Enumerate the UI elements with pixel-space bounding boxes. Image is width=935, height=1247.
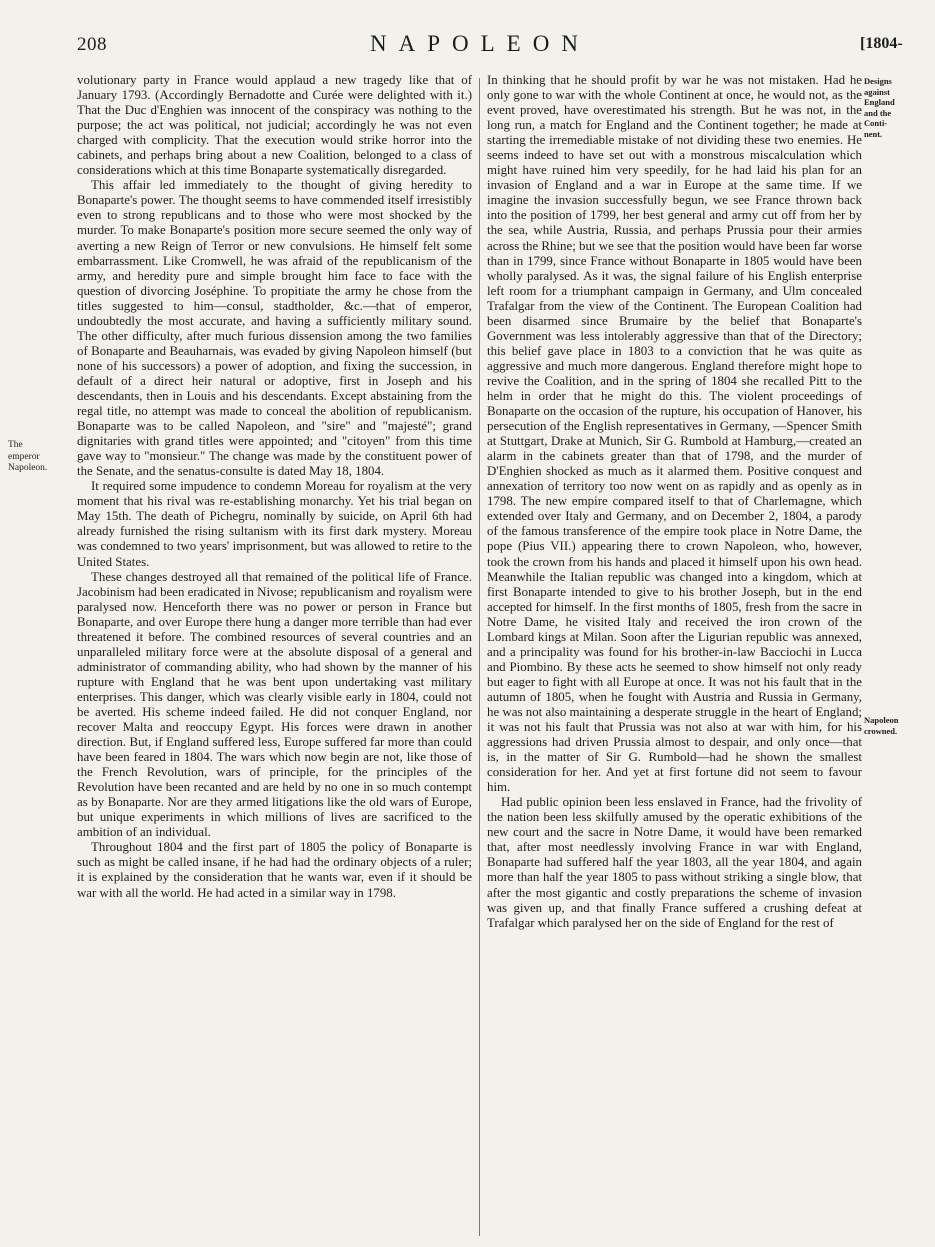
margin-note-line: Napoleon [864,715,899,725]
paragraph: It required some impudence to condemn Moreau for royalism at the very moment that his rival was re-establishing monarchy. Yet his trial began on May 15th. The death of Pichegru, nominally by suicide, on April 6th had already furnished the rising sultanism with its first dark mystery. Moreau was condemned to two years' imprisonment, but was allowed to retire to the United States. [77,479,472,569]
paragraph: Had public opinion been less enslaved in France, had the frivolity of the nation been less skilfully amused by the operatic exhibitions of the new court and the sacre in Notre Dame, it would have been remarked that, after most needlessly involving France in war with England, Bonaparte had suffered half the year 1803, all the year 1804, and again more than half the year 1805 to pass without striking a single blow, that after the most gigantic and costly preparations the scheme of invasion was given up, and that finally France suffered a crushing defeat at Trafalgar which paralysed her on the side of England for the rest of [487,795,862,930]
right-column [487,73,862,931]
margin-note-line: and the [864,107,892,118]
margin-note-crowned [864,715,930,736]
column-rule [479,78,480,1236]
margin-note-designs [864,76,930,139]
margin-note-line: nent. [864,128,883,139]
date-marker: [1804- [860,35,903,52]
margin-note-line: The [8,440,23,450]
paragraph: In thinking that he should profit by war he was not mistaken. Had he only gone to war with the whole Continent at once, he would not, as the event proved, have overestimated his strength. But he was not, in the long run, a match for England and the Continent together; he made at starting the irremediable mistake of not dividing these two enemies. He seems indeed to have set out with a monstrous miscalculation which might have ruined him very speedily, for he had laid his plan for an invasion of England and a war in Europe at the same time. If we imagine the invasion successfully begun, we see France thrown back into the position of 1799, her best general and army cut off from her by the sea, while Austria, Russia, and perhaps Prussia pour their armies across the Rhine; but we see that the position would have been far worse than in 1799, since France without Bonaparte in 1805 would have been wholly paralysed. As it was, the signal failure of his English enterprise left room for a triumphant campaign in Germany, and Ulm concealed Trafalgar from the view of the Continent. The European Coalition had been disarmed since Brumaire by the belief that Bonaparte's Government was less intolerably aggressive than that of the Directory; this belief gave place in 1803 to a conviction that he was quite as aggressive and much more dangerous. England therefore might hope to revive the Coalition, and in the spring of 1804 she recalled Pitt to the helm in order that he might do this. The violent proceedings of Bonaparte on the occasion of the rupture, his occupation of Hanover, his persecution of the English representatives in Germany, —Spencer Smith at Stuttgart, Drake at Munich, Sir G. Rumbold at Hamburg,—created an alarm in the cabinets greater than that of 1798, and the murder of D'Enghien shocked as much as it alarmed them. Positive conquest and annexation of territory too now went on as rapidly and as openly as in 1798. The new empire compared itself to that of Charlemagne, which extended over Italy and Germany, and on December 2, 1804, a parody of the famous transference of the empire took place in Notre Dame, the pope (Pius VII.) appearing there to crown Napoleon, who, however, took the crown from his hands and placed it himself upon his own head. Meanwhile the Italian republic was changed into a kingdom, which at first Bonaparte intended to give to his brother Joseph, but in the end accepted for himself. In the first months of 1805, fresh from the sacre in Notre Dame, he visited Italy and received the iron crown of the Lombard kings at Milan. Soon after the Ligurian republic was annexed, and a principality was found for his brother-in-law Bacciochi in Lucca and Piombino. By these acts he seemed to show himself not only ready but eager to fight with all Europe at once. It was not his fault that in the autumn of 1805, when he fought with Austria and Russia in Germany, he was not also maintaining a desperate struggle in the heart of England; it was not his fault that Prussia was not also at war with him, for his aggressions had driven Prussia almost to despair, and only once—that is, in the matter of Sir G. Rumbold—had he shown the smallest consideration for her. And yet at first fortune did not seem to favour him. [487,73,862,795]
left-column [77,73,472,901]
paragraph: These changes destroyed all that remained of the political life of France. Jacobinism had been eradicated in Nivose; republicanism and royalism were paralysed now. Henceforth there was no power or person in France but Bonaparte, and over Europe there hung a danger more terrible than had ever threatened it before. The combined resources of several countries and an unparalleled military force were at the absolute disposal of a general and administrator of commanding ability, who had shown by the manner of his rupture with England that he was bent upon undertaking vast military enterprises. This danger, which was clearly visible early in 1804, could not be averted. His scheme indeed failed. He did not conquer England, nor recover Malta and reoccupy Egypt. His forces were drawn in another direction. But, if England suffered less, Europe suffered far more than could have been feared in 1804. The wars which now begin are not, like those of the French Revolution, wars of principle, for the principles of the Revolution have been recanted and are held by no one in so much contempt as by Bonaparte. Nor are they armed litigations like the old wars of Europe, but unique experiments in which millions of lives are sacrificed to the ambition of an individual. [77,569,472,840]
margin-note-line: Conti- [864,118,888,128]
running-title: NAPOLEON [370,31,590,56]
paragraph: Throughout 1804 and the first part of 1805 the policy of Bonaparte is such as might be called insane, if he had had the ordinary objects of a ruler; it is explained by the consideration that he wants war, even if it should be war with all the world. He had acted in a similar way in 1798. [77,840,472,900]
margin-note-line: crowned. [864,725,898,736]
margin-note-line: Designs [864,76,892,86]
margin-note-line: emperor [8,451,40,462]
margin-note-line: against [864,86,890,97]
margin-note-emperor [8,440,72,475]
paragraph: This affair led immediately to the thought of giving heredity to Bonaparte's power. The thought seems to have commended itself irresistibly even to strong republicans and to those who were most shocked by the murder. To make Bonaparte's position more secure seemed the only way of averting a new Reign of Terror or new convulsions. He himself felt some embarrassment. Like Cromwell, he was afraid of the republicanism of the army, and heredity pure and simple brought him face to face with the question of divorcing Joséphine. To propitiate the army he chose from the titles suggested to him—consul, stadtholder, &c.—that of emperor, undoubtedly the most accurate, and having a sufficiently military sound. The other difficulty, after much furious dissension among the two families of Bonaparte and Beauharnais, was evaded by giving Napoleon himself (but none of his successors) a power of adoption, and fixing the succession, in default of a direct heir natural or adoptive, first in Joseph and his descendants, then in Louis and his descendants. Except abstaining from the regal title, no attempt was made to conceal the abolition of republicanism. Bonaparte was to be called Napoleon, and "sire" and "majesté"; grand dignitaries with grand titles were appointed; and "citoyen" from this time gave way to "monsieur." The change was made by the constituent power of the Senate, and the senatus-consulte is dated May 18, 1804. [77,178,472,479]
paragraph: volutionary party in France would applaud a new tragedy like that of January 1793. (Accordingly Bernadotte and Curée were delighted with it.) That the Duc d'Enghien was innocent of the conspiracy was nothing to the purpose; the act was political, not judicial; accordingly he was not even charged with complicity. That the execution would strike horror into the cabinets, and perhaps bring about a new Coalition, belonged to a class of considerations which at this time Bonaparte systematically disregarded. [77,73,472,178]
margin-note-line: Napoleon. [8,463,48,473]
page-number: 208 [77,34,107,55]
margin-note-line: England [864,97,895,107]
